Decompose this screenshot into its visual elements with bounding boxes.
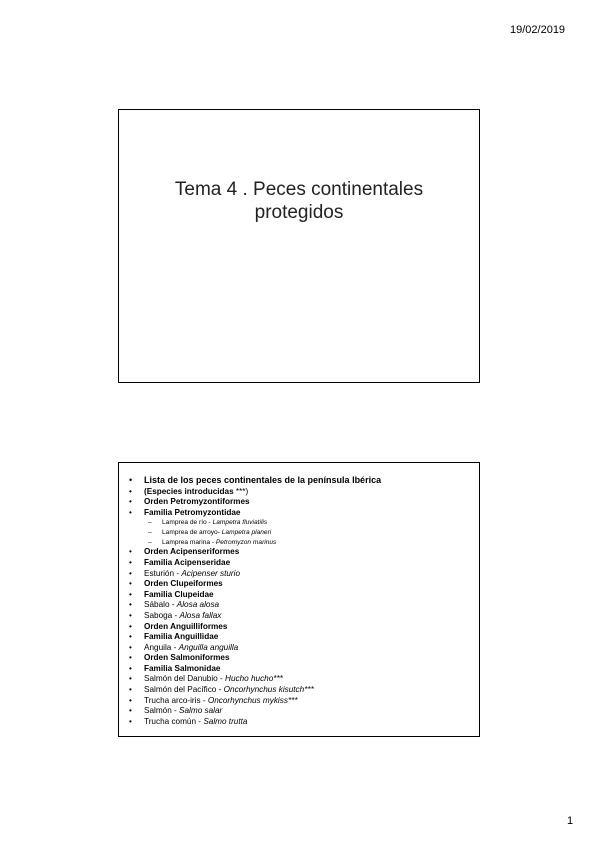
order-heading: Orden Acipenseriformes: [144, 547, 240, 557]
bullet-icon: •: [129, 486, 132, 496]
separator: -: [217, 528, 222, 536]
bullet-icon: •: [129, 632, 132, 642]
scientific-name: Oncorhynchus mykiss: [207, 695, 288, 705]
bullet-icon: •: [129, 685, 132, 695]
bullet-icon: •: [129, 716, 132, 726]
list-item: [119, 706, 479, 717]
order-heading: Orden Petromyzontiformes: [144, 497, 250, 507]
scientific-name: Alosa alosa: [176, 600, 220, 610]
slide-2-species-list: [118, 462, 480, 737]
dash-icon: –: [148, 528, 152, 536]
separator: -: [171, 642, 179, 652]
list-item: [119, 569, 479, 580]
family-heading: Familia Acipenseridae: [144, 557, 231, 567]
bullet-icon: •: [129, 568, 132, 578]
list-item: [119, 497, 479, 508]
bullet-icon: •: [129, 589, 132, 599]
list-subitem: [119, 538, 479, 548]
order-heading: Orden Anguilliformes: [144, 621, 228, 631]
list-item: [119, 643, 479, 654]
common-name: Trucha común: [144, 716, 197, 726]
slide-title-line-2: protegidos: [254, 202, 344, 223]
scientific-name: Oncorhynchus kisutch: [223, 685, 305, 695]
list-item: [119, 579, 479, 590]
list-item: [119, 653, 479, 664]
common-name: Lamprea de arroyo: [162, 528, 218, 536]
list-item: [119, 664, 479, 675]
scientific-name: Petromyzon marinus: [215, 538, 277, 546]
slide-title-line-1: Tema 4 . Peces continentales: [174, 179, 424, 200]
separator: -: [216, 685, 224, 695]
common-name: Salmón del Pacífico: [144, 685, 217, 695]
slide-title: [119, 178, 479, 224]
separator: -: [217, 674, 226, 684]
common-name: Salmón: [144, 706, 172, 716]
page-number: 1: [567, 815, 574, 827]
list-subitem: [119, 528, 479, 538]
dash-icon: –: [148, 538, 152, 546]
scientific-name: Alosa fallax: [179, 610, 222, 620]
common-name: Saboga: [144, 610, 173, 620]
bullet-icon: •: [129, 653, 132, 663]
order-heading: Orden Salmoniformes: [144, 653, 230, 663]
bullet-icon: •: [129, 600, 132, 610]
separator: -: [169, 600, 177, 610]
list-item: [119, 487, 479, 498]
bullet-icon: •: [129, 547, 132, 557]
introduced-marker: ***: [304, 685, 314, 695]
introduced-marker: ***: [287, 695, 298, 705]
list-subitem: [119, 518, 479, 528]
print-date: 19/02/2019: [510, 24, 566, 36]
scientific-name: Lampetra fluviatilis: [212, 519, 268, 527]
family-heading: Familia Petromyzontidae: [144, 507, 241, 517]
scientific-name: Hucho hucho: [225, 674, 274, 684]
list-item: [119, 474, 479, 487]
introduced-marker: ***: [273, 674, 283, 684]
list-item: [119, 696, 479, 707]
bullet-icon: •: [129, 557, 132, 567]
list-item: [119, 508, 479, 519]
bullet-icon: •: [129, 663, 132, 673]
list-item: [119, 547, 479, 558]
bullet-icon: •: [129, 642, 132, 652]
introduced-marker: ***): [233, 486, 249, 496]
slide-1-title-slide: [118, 109, 480, 383]
separator: -: [200, 695, 208, 705]
common-name: Salmón del Danubio: [144, 674, 218, 684]
list-item: [119, 600, 479, 611]
separator: -: [196, 716, 204, 726]
list-item: [119, 674, 479, 685]
common-name: Anguila: [144, 642, 172, 652]
list-item: [119, 590, 479, 601]
list-item: [119, 632, 479, 643]
bullet-icon: •: [129, 507, 132, 517]
bullet-icon: •: [129, 674, 132, 684]
separator: -: [172, 610, 180, 620]
dash-icon: –: [148, 519, 152, 527]
family-heading: Familia Clupeidae: [144, 589, 214, 599]
list-item: [119, 622, 479, 633]
bullet-icon: •: [129, 621, 132, 631]
separator: -: [171, 706, 180, 716]
bullet-icon: •: [129, 497, 132, 507]
list-item: [119, 558, 479, 569]
family-heading: Familia Salmonidae: [144, 663, 221, 673]
bullet-icon: •: [129, 706, 132, 716]
bullet-icon: •: [129, 475, 133, 485]
family-heading: Familia Anguillidae: [144, 632, 219, 642]
species-list: [119, 474, 479, 727]
common-name: Esturión: [144, 568, 175, 578]
list-item: [119, 685, 479, 696]
common-name: Sábalo: [144, 600, 170, 610]
common-name: Lamprea de río: [162, 519, 207, 527]
scientific-name: Salmo trutta: [203, 716, 248, 726]
bullet-icon: •: [129, 579, 132, 589]
order-heading: Orden Clupeiformes: [144, 579, 223, 589]
separator: -: [174, 568, 182, 578]
common-name: Trucha arco-iris: [144, 695, 201, 705]
separator: -: [206, 519, 213, 527]
scientific-name: Lampetra planeri: [221, 528, 272, 536]
common-name: Lamprea marina: [162, 538, 211, 546]
separator: -: [210, 538, 216, 546]
scientific-name: Salmo salar: [179, 706, 223, 716]
list-item-text: (Especies introducidas: [144, 486, 234, 496]
list-item: [119, 717, 479, 728]
list-item-text: Lista de los peces continentales de la península Ibérica: [144, 475, 382, 485]
bullet-icon: •: [129, 610, 132, 620]
bullet-icon: •: [129, 695, 132, 705]
scientific-name: Acipenser sturio: [181, 568, 241, 578]
list-item: [119, 611, 479, 622]
scientific-name: Anguilla anguilla: [178, 642, 239, 652]
